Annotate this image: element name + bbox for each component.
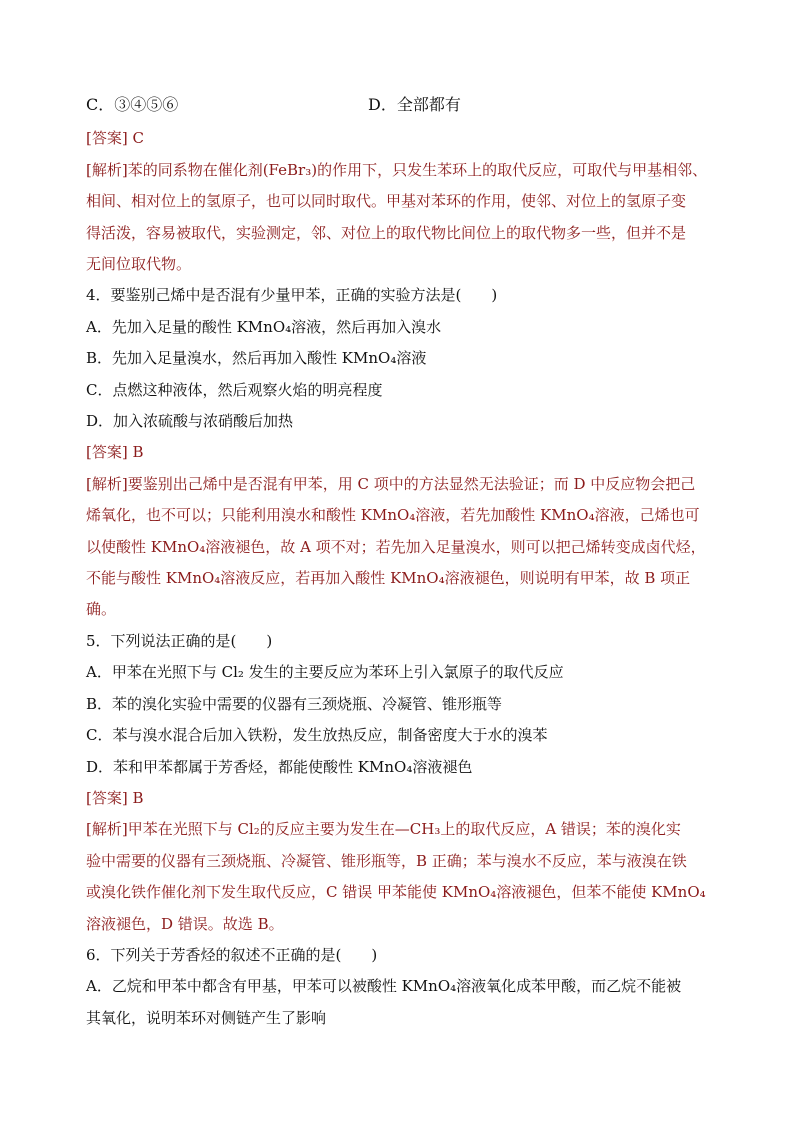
q5-analysis-line: 验中需要的仪器有三颈烧瓶、冷凝管、锥形瓶等，B 正确；苯与溴水不反应，苯与液溴在铁	[86, 851, 687, 870]
q4-analysis-line: 确。	[86, 600, 117, 619]
q4-analysis-line: 烯氧化，也不可以；只能利用溴水和酸性 KMnO₄溶液，若先加酸性 KMnO₄溶液，己烯也可	[86, 506, 700, 525]
q5-option-d: D．苯和甲苯都属于芳香烃，都能使酸性 KMnO₄溶液褪色	[86, 757, 473, 776]
q3-answer: [答案] C	[86, 129, 144, 148]
q4-analysis-line: 不能与酸性 KMnO₄溶液反应，若再加入酸性 KMnO₄溶液褪色，则说明有甲苯，故 B 项正	[86, 569, 691, 588]
q6-option-a-cont: 其氧化，说明苯环对侧链产生了影响	[86, 1008, 327, 1027]
q4-option-c: C．点燃这种液体，然后观察火焰的明亮程度	[86, 380, 383, 399]
q5-analysis-line: 或溴化铁作催化剂下发生取代反应，C 错误 甲苯能使 KMnO₄溶液褪色，但苯不能使 KMnO₄	[86, 883, 706, 902]
q3-analysis-line: 无间位取代物。	[86, 255, 192, 274]
q5-stem: 5．下列说法正确的是( )	[86, 631, 273, 650]
q4-option-d: D．加入浓硫酸与浓硝酸后加热	[86, 412, 294, 431]
q3-option-c: C．③④⑤⑥	[86, 95, 179, 114]
q3-analysis-line: [解析]苯的同系物在催化剂(FeBr₃)的作用下，只发生苯环上的取代反应，可取代与甲基相邻、	[86, 160, 708, 179]
q5-answer: [答案] B	[86, 788, 144, 807]
q4-option-a: A．先加入足量的酸性 KMnO₄溶液，然后再加入溴水	[86, 317, 442, 336]
q4-stem: 4．要鉴别己烯中是否混有少量甲苯，正确的实验方法是( )	[86, 286, 498, 305]
q4-option-b: B．先加入足量溴水，然后再加入酸性 KMnO₄溶液	[86, 349, 427, 368]
q5-option-b: B．苯的溴化实验中需要的仪器有三颈烧瓶、冷凝管、锥形瓶等	[86, 694, 503, 713]
q6-option-a: A．乙烷和甲苯中都含有甲基，甲苯可以被酸性 KMnO₄溶液氧化成苯甲酸，而乙烷不能被	[86, 977, 682, 996]
q5-analysis-line: 溶液褪色，D 错误。故选 B。	[86, 914, 284, 933]
q4-answer: [答案] B	[86, 443, 144, 462]
q3-analysis-line: 得活泼，容易被取代，实验测定，邻、对位上的取代物比间位上的取代物多一些，但并不是	[86, 223, 687, 242]
q5-analysis-line: [解析]甲苯在光照下与 Cl₂的反应主要为发生在—CH₃上的取代反应，A 错误；苯的溴化实	[86, 820, 681, 839]
q3-options-row	[86, 92, 726, 123]
q4-analysis-line: 以使酸性 KMnO₄溶液褪色，故 A 项不对；若先加入足量溴水，则可以把己烯转变成卤代烃，	[86, 537, 706, 556]
q5-option-a: A．甲苯在光照下与 Cl₂ 发生的主要反应为苯环上引入氯原子的取代反应	[86, 663, 564, 682]
page-content	[86, 92, 726, 1034]
q3-analysis-line: 相间、相对位上的氢原子，也可以同时取代。甲基对苯环的作用，使邻、对位上的氢原子变	[86, 192, 687, 211]
q4-analysis-line: [解析]要鉴别出己烯中是否混有甲苯，用 C 项中的方法显然无法验证；而 D 中反应物会把己	[86, 474, 696, 493]
q6-stem: 6．下列关于芳香烃的叙述不正确的是( )	[86, 945, 378, 964]
q3-option-d: D．全部都有	[368, 95, 461, 114]
q5-option-c: C．苯与溴水混合后加入铁粉，发生放热反应，制备密度大于水的溴苯	[86, 726, 548, 745]
